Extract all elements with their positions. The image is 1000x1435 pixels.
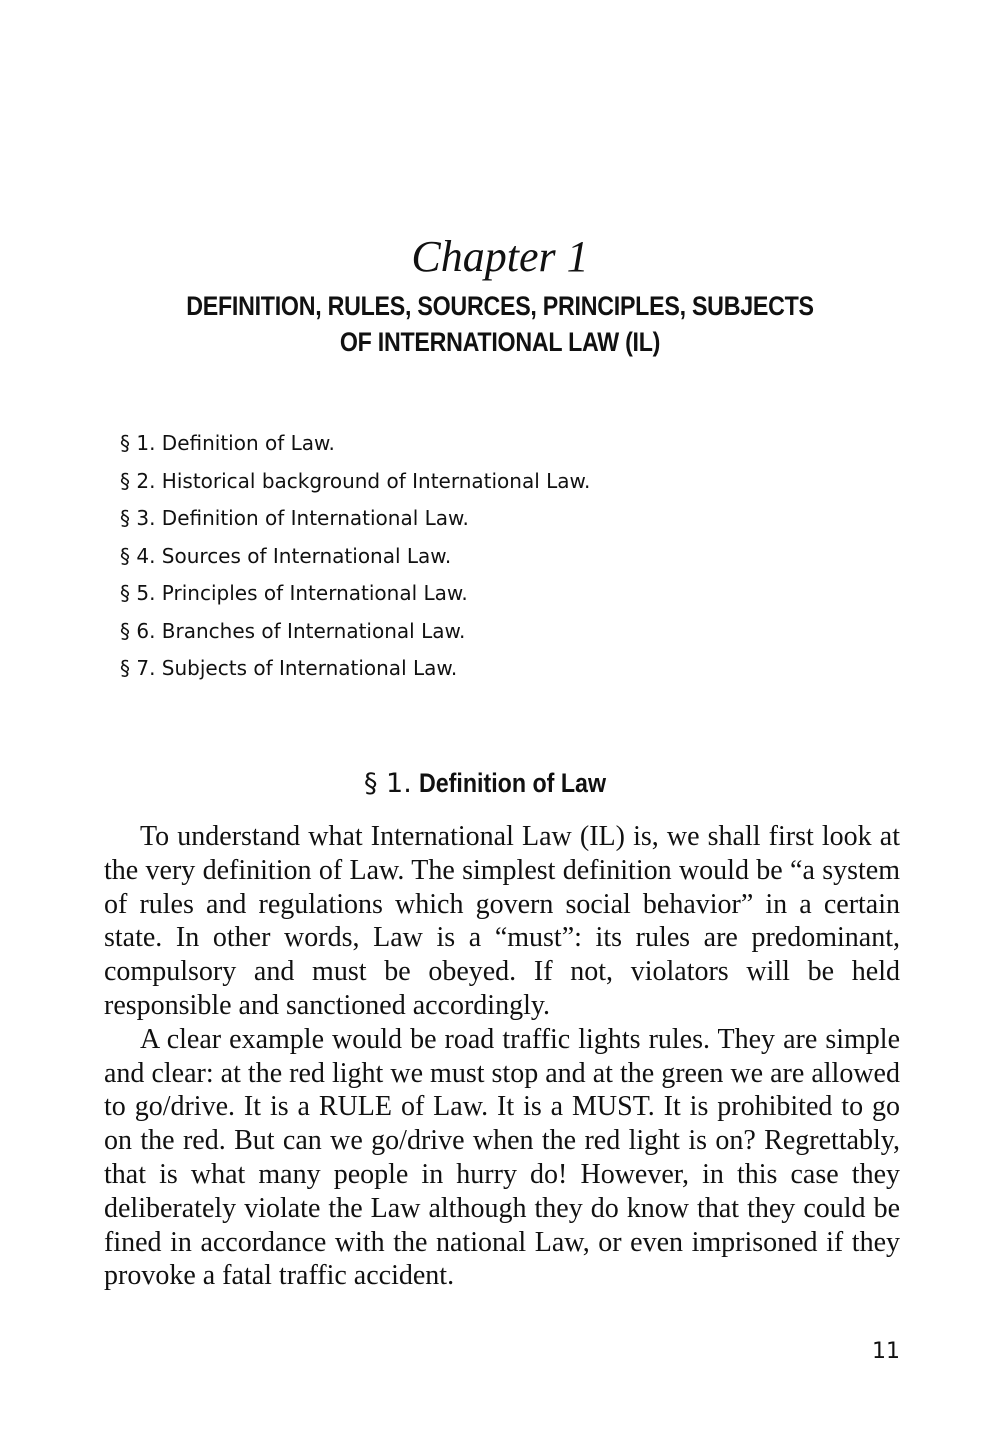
toc-item-2: § 2. Historical background of International Law. (120, 468, 591, 493)
section-body (104, 820, 900, 1293)
chapter-title-line-1: DEFINITION, RULES, SOURCES, PRINCIPLES, SUBJECTS (186, 291, 814, 321)
chapter-title (156, 288, 844, 360)
body-paragraph-2: A clear example would be road traffic lights rules. They are simple and clear: at the red light we must stop and at the green we are allowed to go/drive. It is a RULE of Law. It is a MUST. It is prohibited to go on the red. But can we go/drive when the red light is on? Regrettably, that is what many people in hurry do! However, in this case they deliberately violate the Law although they do know that they could be fined in accordance with the national Law, or even imprisoned if they provoke a fatal traffic accident. (104, 1023, 900, 1292)
toc-item-3: § 3. Definition of International Law. (120, 506, 469, 530)
toc-item-6: § 6. Branches of International Law. (120, 618, 466, 643)
toc-item-5: § 5. Principles of International Law. (120, 581, 468, 605)
page-number: 11 (872, 1339, 900, 1364)
toc-item-4: § 4. Sources of International Law. (120, 543, 452, 568)
chapter-contents-list (120, 425, 590, 688)
chapter-title-line-2: OF INTERNATIONAL LAW (IL) (339, 327, 661, 357)
section-title: Definition of Law (418, 768, 606, 798)
section-number: § 1. (363, 768, 412, 799)
body-paragraph-1: To understand what International Law (IL) is, we shall first look at the very definition of Law. The simplest definition would be “a system of rules and regulations which govern social behavior” in a certain state. In other words, Law is a “must”: its rules are predominant, compulsory and must be obeyed. If not, violators will be held responsible and sanctioned accordingly. (104, 821, 900, 1021)
chapter-label: Chapter 1 (411, 232, 589, 281)
section-heading (0, 765, 1000, 802)
toc-item-1: § 1. Definition of Law. (120, 431, 335, 455)
toc-item-7: § 7. Subjects of International Law. (120, 656, 458, 680)
